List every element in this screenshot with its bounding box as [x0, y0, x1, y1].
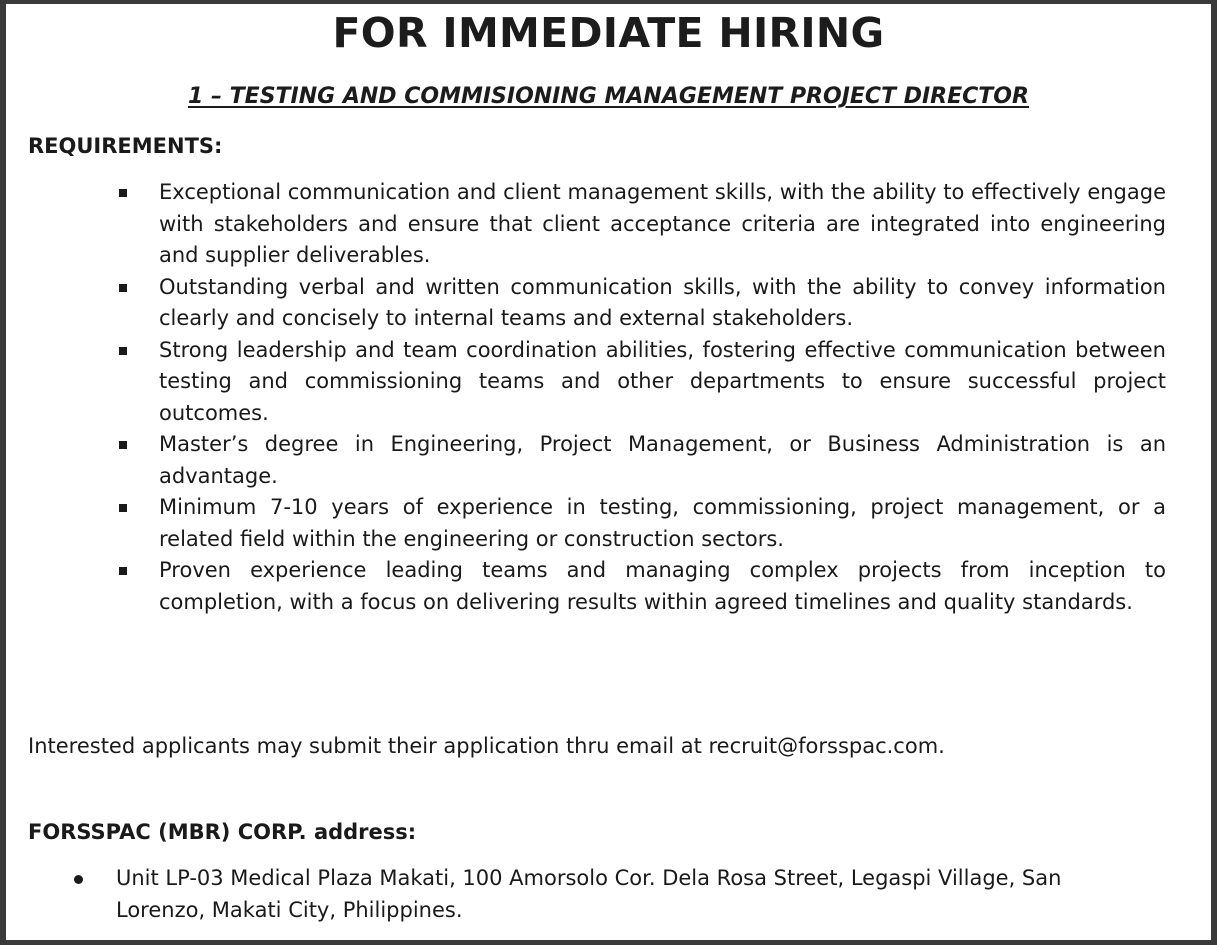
headline: FOR IMMEDIATE HIRING [332, 9, 885, 57]
square-bullet-icon [119, 441, 127, 449]
address-heading: FORSSPAC (MBR) CORP. address: [28, 820, 417, 844]
requirement-text: Exceptional communication and client management skills, with the ability to effectively engage with stakeholders and ensure that client acceptance criteria are integrated into engineering and supplier deliverables. [159, 180, 1166, 267]
square-bullet-icon [119, 347, 127, 355]
requirement-item [6, 492, 1211, 555]
square-bullet-icon [119, 567, 127, 575]
requirements-heading: REQUIREMENTS: [28, 134, 223, 158]
requirements-list [6, 177, 1211, 618]
requirement-item [6, 177, 1211, 272]
requirement-text: Outstanding verbal and written communication skills, with the ability to convey information clearly and concisely to internal teams and external stakeholders. [159, 274, 1166, 330]
requirement-text: Master’s degree in Engineering, Project Management, or Business Administration is an advantage. [159, 432, 1166, 488]
requirement-item [6, 335, 1211, 430]
position-title: 1 – TESTING AND COMMISIONING MANAGEMENT PROJECT DIRECTOR [188, 84, 1029, 109]
address-list [6, 863, 1211, 926]
requirement-item [6, 272, 1211, 335]
requirement-text: Minimum 7-10 years of experience in testing, commissioning, project management, or a related field within the engineering or construction sectors. [159, 495, 1166, 551]
requirement-item [6, 555, 1211, 618]
square-bullet-icon [119, 189, 127, 197]
address-item [6, 863, 1211, 926]
address-text: Unit LP-03 Medical Plaza Makati, 100 Amorsolo Cor. Dela Rosa Street, Legaspi Village, San Lorenzo, Makati City, Philippines. [116, 866, 1062, 922]
requirement-text: Strong leadership and team coordination abilities, fostering effective communication between testing and commissioning teams and other departments to ensure successful project outcomes. [159, 337, 1166, 425]
application-instructions: Interested applicants may submit their application thru email at recruit@forsspac.com. [28, 734, 945, 758]
requirement-item [6, 429, 1211, 492]
round-bullet-icon [74, 875, 83, 884]
square-bullet-icon [119, 504, 127, 512]
requirement-text: Proven experience leading teams and managing complex projects from inception to completion, with a focus on delivering results within agreed timelines and quality standards. [159, 558, 1166, 614]
square-bullet-icon [119, 284, 127, 292]
